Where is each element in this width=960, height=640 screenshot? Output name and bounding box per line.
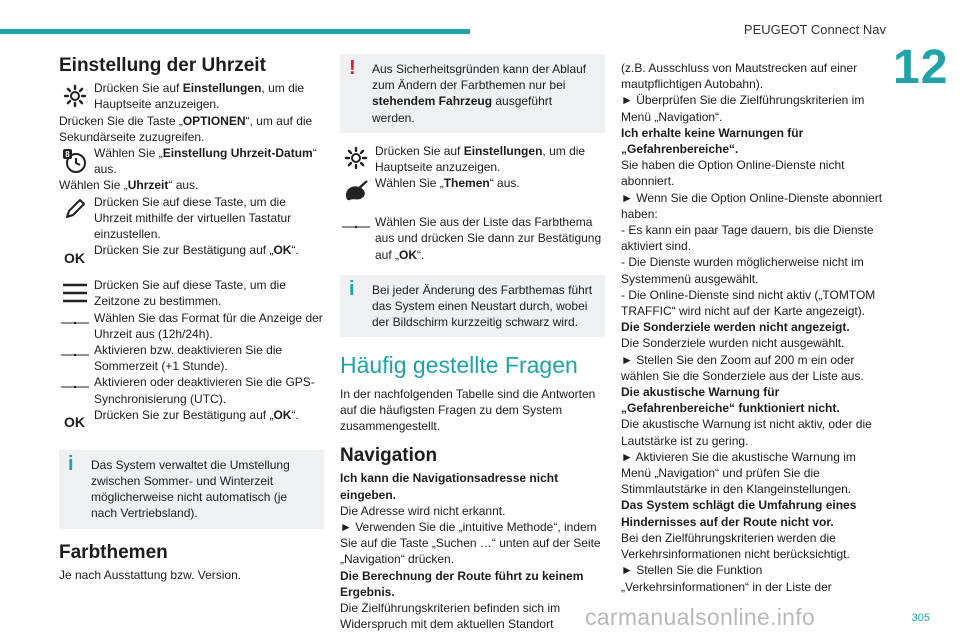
- step-settings: Drücken Sie auf Einstellungen, um die Hauptseite anzuzeigen.: [59, 80, 324, 112]
- step-keyboard: Drücken Sie auf diese Taste, um die Uhrzeit mithilfe der virtuellen Tastatur einzustellen.: [59, 194, 324, 243]
- faq-action: ► Aktivieren Sie die akustische Warnung im Menü „Navigation“ und prüfen Sie die Stimmlautstärke in den Klangeinstellungen.: [621, 449, 856, 497]
- clock-badge-icon: [59, 145, 90, 176]
- header-accent-bar: [0, 29, 470, 34]
- column-middle: [340, 54, 605, 632]
- faq-answer: Die Adresse wird nicht erkannt.: [340, 503, 506, 518]
- svg-text:8: 8: [64, 149, 70, 159]
- step-time-date: 8 Wählen Sie „Einstellung Uhrzeit-Datum“ aus.: [59, 145, 324, 177]
- faq-action: ► Stellen Sie den Zoom auf 200 m ein oder wählen Sie die Sonderziele aus der Liste aus.: [621, 352, 864, 383]
- warning-icon: !: [349, 57, 356, 79]
- settings-gear-icon: [340, 143, 371, 174]
- section-heading-navigation: Navigation: [340, 445, 438, 467]
- ok-button-icon: OK: [64, 414, 85, 431]
- step-format: Wählen Sie das Format für die Anzeige der Uhrzeit aus (12h/24h).: [59, 310, 324, 342]
- step-uhrzeit: Wählen Sie „Uhrzeit“ aus.: [59, 178, 199, 193]
- info-box-dst: i Das System verwaltet die Umstellung zwischen Sommer- und Winterzeit möglicherweise nicht automatisch (je nach Vertriebsland).: [59, 450, 324, 529]
- step-options: Drücken Sie die Taste „OPTIONEN“, um auf die Sekundärseite zuzugreifen.: [59, 113, 313, 144]
- column-left: [59, 54, 324, 583]
- faq-question: Die Berechnung der Route führt zu keinem Ergebnis.: [340, 568, 584, 599]
- faq-action: ► Wenn Sie die Option Online-Dienste abonniert haben:: [621, 190, 883, 221]
- page-number: 305: [911, 612, 930, 624]
- faq-answer: Bei den Zielführungskriterien werden die Verkehrsinformationen nicht berücksichtigt.: [621, 530, 850, 562]
- warning-box: ! Aus Sicherheitsgründen kann der Ablauf zum Ändern der Farbthemen nur bei stehendem Fahrzeug ausgeführt werden.: [340, 54, 605, 133]
- palette-icon: [340, 175, 371, 206]
- faq-answer: Die Zielführungskriterien befinden sich im Widerspruch mit dem aktuellen Standort: [340, 601, 561, 632]
- running-header: PEUGEOT Connect Nav: [743, 22, 886, 37]
- faq-question: Ich kann die Navigationsadresse nicht eingeben.: [340, 471, 559, 502]
- faq-intro: In der nachfolgenden Tabelle sind die Antworten auf die häufigsten Fragen zu dem System zusammengestellt.: [340, 386, 596, 434]
- faq-answer: Die akustische Warnung ist nicht aktiv, oder die Lautstärke ist zu gering.: [621, 417, 872, 448]
- step-choose-theme: Wählen Sie aus der Liste das Farbthema aus und drücken Sie dann zur Bestätigung auf „OK“.: [340, 214, 605, 263]
- step-timezone: Drücken Sie auf diese Taste, um die Zeitzone zu bestimmen.: [59, 277, 324, 309]
- step-confirm-ok-2: OK Drücken Sie zur Bestätigung auf „OK“.: [59, 407, 324, 438]
- step-gps-sync: Aktivieren oder deaktivieren Sie die GPS-Synchronisierung (UTC).: [59, 374, 324, 406]
- toggle-line-icon: [59, 342, 90, 368]
- step-settings-themes: Drücken Sie auf Einstellungen, um die Hauptseite anzuzeigen.: [340, 143, 605, 175]
- faq-action: ► Stellen Sie die Funktion „Verkehrsinformationen“ in der Liste der: [621, 563, 832, 594]
- step-dst: Aktivieren bzw. deaktivieren Sie die Sommerzeit (+1 Stunde).: [59, 342, 324, 374]
- faq-question: Das System schlägt die Umfahrung eines Hindernisses auf der Route nicht vor.: [621, 498, 857, 529]
- ok-button-icon: OK: [64, 249, 85, 266]
- faq-answer: - Die Online-Dienste sind nicht aktiv („TOMTOM TRAFFIC“ wird nicht auf der Karte angezeigt).: [621, 287, 876, 319]
- section-heading-colors: Farbthemen: [59, 541, 168, 563]
- menu-list-icon: [59, 277, 90, 308]
- faq-question: Die akustische Warnung für „Gefahrenbereiche“ funktioniert nicht.: [621, 385, 840, 416]
- section-heading-faq: Häufig gestellte Fragen: [340, 352, 578, 379]
- toggle-line-icon: [59, 374, 90, 400]
- info-icon: i: [349, 277, 355, 300]
- faq-answer: Die Sonderziele wurden nicht ausgewählt.: [621, 336, 845, 351]
- version-note: Je nach Ausstattung bzw. Version.: [59, 567, 242, 582]
- chapter-number: 12: [893, 41, 949, 94]
- section-heading-time: Einstellung der Uhrzeit: [59, 55, 266, 76]
- toggle-line-icon: [340, 214, 371, 240]
- faq-answer: - Es kann ein paar Tage dauern, bis die Dienste aktiviert sind.: [621, 223, 874, 254]
- faq-answer: Sie haben die Option Online-Dienste nicht abonniert.: [621, 158, 845, 189]
- faq-question: Ich erhalte keine Warnungen für „Gefahrenbereiche“.: [621, 125, 804, 157]
- faq-answer: (z.B. Ausschluss von Mautstrecken auf einer mautpflichtigen Autobahn).: [621, 61, 858, 92]
- watermark: carmanualsonline.info: [585, 604, 816, 630]
- info-box-theme: i Bei jeder Änderung des Farbthemas führt das System einen Neustart durch, wobei der Bildschirm kurzzeitig schwarz wird.: [340, 275, 605, 338]
- info-icon: i: [68, 452, 74, 475]
- step-confirm-ok: OK Drücken Sie zur Bestätigung auf „OK“.: [59, 242, 324, 273]
- step-themes: Wählen Sie „Themen“ aus.: [340, 175, 605, 206]
- faq-action: ► Überprüfen Sie die Zielführungskriterien im Menü „Navigation“.: [621, 93, 865, 124]
- settings-gear-icon: [59, 80, 90, 111]
- column-right: [621, 60, 883, 595]
- pencil-icon: [59, 194, 90, 225]
- toggle-line-icon: [59, 310, 90, 336]
- faq-action: ► Verwenden Sie die „intuitive Methode“, indem Sie auf die Taste „Suchen …“ unten auf der Seite „Navigation“ drücken.: [340, 520, 601, 567]
- faq-question: Die Sonderziele werden nicht angezeigt.: [621, 320, 850, 335]
- faq-answer: - Die Dienste wurden möglicherweise nicht im Systemmenü ausgewählt.: [621, 255, 864, 286]
